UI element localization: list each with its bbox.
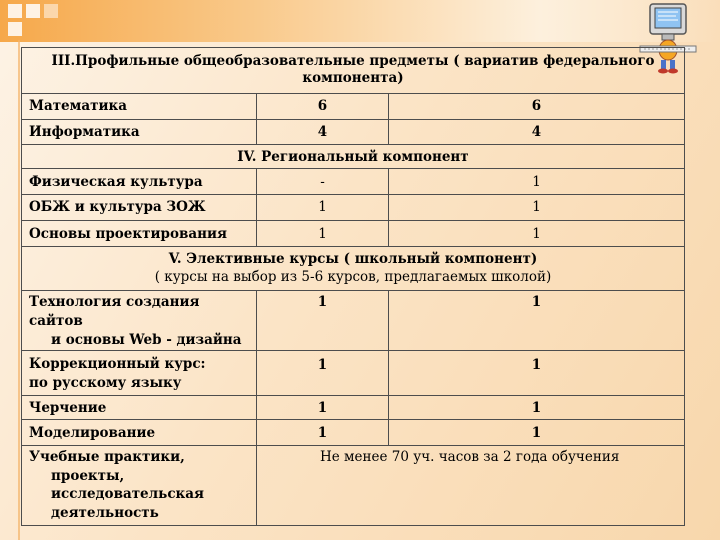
subject-line: деятельность	[51, 504, 159, 521]
subject-cell: ОБЖ и культура ЗОЖ	[22, 195, 257, 221]
table-row	[22, 420, 685, 446]
decor-line	[18, 40, 20, 540]
hours-cell: 1	[389, 351, 685, 396]
hours-cell: 1	[257, 396, 389, 420]
subject-line: Учебные практики,	[29, 449, 185, 465]
hours-cell: 4	[257, 120, 389, 145]
hours-cell: 1	[389, 420, 685, 446]
subject-line: Коррекционный курс:	[29, 356, 206, 372]
subject-line: исследовательская	[51, 486, 205, 502]
table-row	[22, 195, 685, 221]
hours-cell: 1	[257, 291, 389, 351]
subject-line: Технология создания сайтов	[29, 294, 200, 329]
subject-line: проекты,	[51, 467, 125, 484]
subject-cell: Математика	[22, 94, 257, 120]
hours-cell: 1	[389, 221, 685, 247]
decor-square	[44, 4, 58, 18]
subject-cell	[22, 351, 257, 396]
section-header-row	[22, 48, 685, 94]
subject-cell	[22, 446, 257, 526]
curriculum-table	[21, 47, 685, 526]
table-row	[22, 446, 685, 526]
section5-subtitle: ( курсы на выбор из 5-6 курсов, предлагаемых школой)	[154, 269, 552, 285]
hours-cell: 1	[389, 396, 685, 420]
decor-square	[8, 4, 22, 18]
hours-cell: 4	[389, 120, 685, 145]
practice-note: Не менее 70 уч. часов за 2 года обучения	[257, 446, 685, 526]
section5-header	[22, 247, 685, 291]
table-row	[22, 94, 685, 120]
subject-cell: Основы проектирования	[22, 221, 257, 247]
subject-cell: Моделирование	[22, 420, 257, 446]
hours-cell: 6	[257, 94, 389, 120]
hours-cell: 1	[389, 169, 685, 195]
decor-square	[8, 22, 22, 36]
table-row	[22, 396, 685, 420]
hours-cell: 1	[257, 195, 389, 221]
subject-cell: Информатика	[22, 120, 257, 145]
table-row	[22, 120, 685, 145]
decor-square	[26, 4, 40, 18]
subject-cell: Физическая культура	[22, 169, 257, 195]
hours-cell: -	[257, 169, 389, 195]
section5-title: V. Элективные курсы ( школьный компонент)	[168, 251, 538, 267]
header-band	[0, 0, 720, 42]
section3-title: III.Профильные общеобразовательные предметы ( вариатив федерального компонента)	[22, 48, 685, 94]
hours-cell: 1	[389, 291, 685, 351]
hours-cell: 1	[257, 420, 389, 446]
subject-line: по русскому языку	[29, 375, 182, 391]
subject-cell: Черчение	[22, 396, 257, 420]
section-header-row	[22, 145, 685, 169]
hours-cell: 1	[257, 351, 389, 396]
section4-title: IV. Региональный компонент	[22, 145, 685, 169]
table-row	[22, 291, 685, 351]
table-row	[22, 221, 685, 247]
subject-line: и основы Web - дизайна	[51, 332, 242, 348]
table-row	[22, 351, 685, 396]
hours-cell: 1	[389, 195, 685, 221]
table-row	[22, 169, 685, 195]
hours-cell: 1	[257, 221, 389, 247]
subject-cell	[22, 291, 257, 351]
section-header-row	[22, 247, 685, 291]
hours-cell: 6	[389, 94, 685, 120]
